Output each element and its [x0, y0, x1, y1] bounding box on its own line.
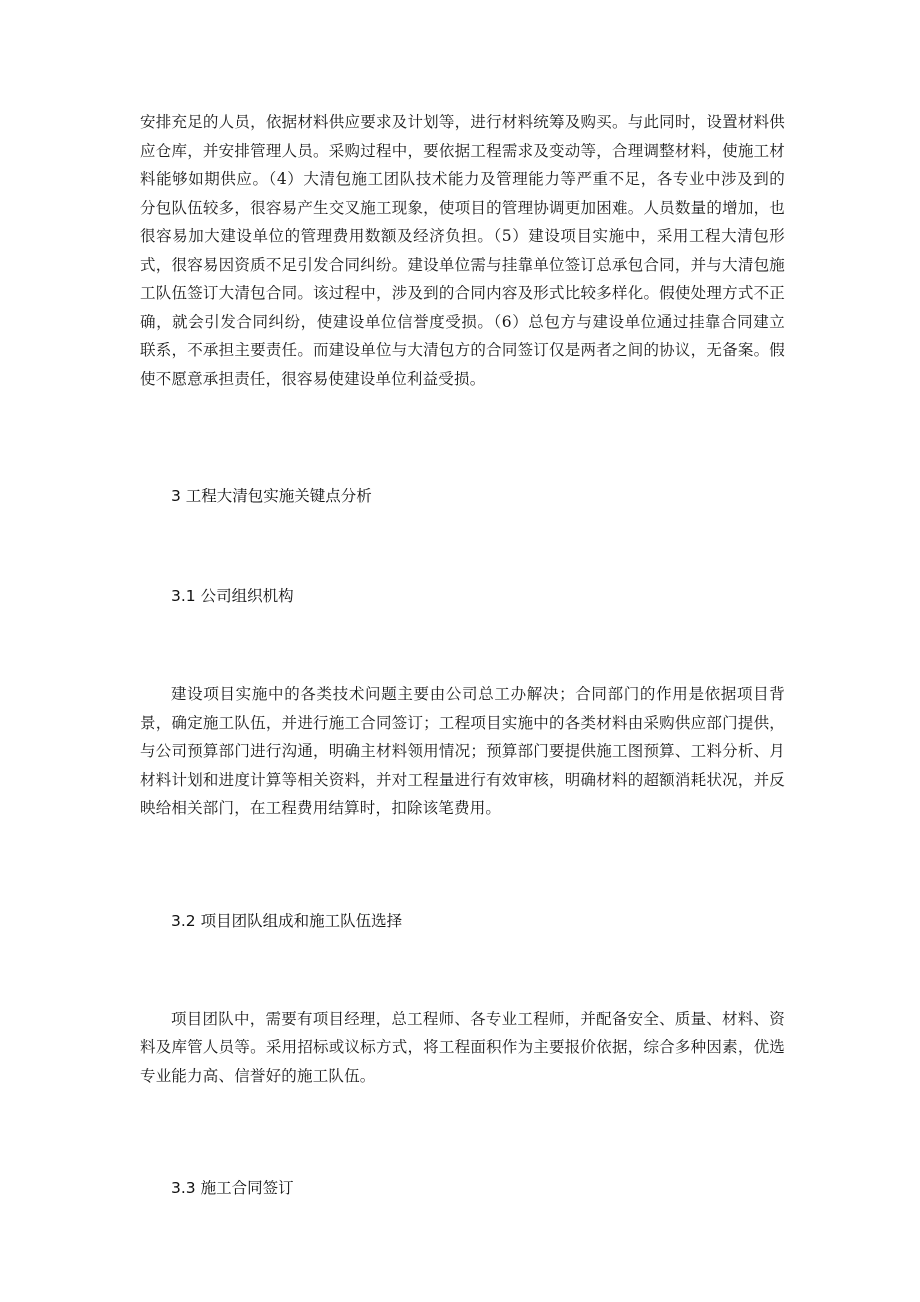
spacer — [140, 508, 785, 584]
paragraph-organization: 建设项目实施中的各类技术问题主要由公司总工办解决；合同部门的作用是依据项目背景，确定施工队伍，并进行施工合同签订；工程项目实施中的各类材料由采购供应部门提供，与公司预算部门进行沟通，明确主材料领用情况；预算部门要提供施工图预算、工料分析、月材料计划和进度计算等相关资料，并对工程量进行有效审核，明确材料的超额消耗状况，并反映给相关部门，在工程费用结算时，扣除该笔费用。 — [140, 685, 785, 817]
paragraph-risks-continued: 安排充足的人员，依据材料供应要求及计划等，进行材料统筹及购买。与此同时，设置材料供应仓库，并安排管理人员。采购过程中，要依据工程需求及变动等，合理调整材料，使施工材料能够如期供应。（4）大清包施工团队技术能力及管理能力等严重不足，各专业中涉及到的分包队伍较多，很容易产生交叉施工现象，使项目的管理协调更加困难。人员数量的增加，也很容易加大建设单位的管理费用数额及经济负担。（5）建设项目实施中，采用工程大清包形式，很容易因资质不足引发合同纠纷。建设单位需与挂靠单位签订总承包合同，并与大清包施工队伍签订大清包合同。该过程中，涉及到的合同内容及形式比较多样化。假使处理方式不正确，就会引发合同纠纷，使建设单位信誉度受损。（6）总包方与建设单位通过挂靠合同建立联系，不承担主要责任。而建设单位与大清包方的合同签订仅是两者之间的协议，无备案。假使不愿意承担责任，很容易使建设单位利益受损。 — [140, 113, 785, 388]
spacer — [140, 608, 785, 680]
subsection-heading-3-3: 3.3 施工合同签订 — [171, 1179, 294, 1197]
section-heading-3: 3 工程大清包实施关键点分析 — [171, 487, 372, 505]
spacer — [140, 823, 785, 909]
document-page — [140, 108, 785, 1200]
paragraph-team: 项目团队中，需要有项目经理，总工程师、各专业工程师，并配备安全、质量、材料、资料及库管人员等。采用招标或议标方式，将工程面积作为主要报价依据，综合多种因素，优选专业能力高、信誉好的施工队伍。 — [140, 1009, 785, 1085]
spacer — [140, 933, 785, 1005]
spacer — [140, 393, 785, 484]
subsection-heading-3-1: 3.1 公司组织机构 — [171, 587, 294, 605]
subsection-heading-3-2: 3.2 项目团队组成和施工队伍选择 — [171, 911, 403, 930]
spacer — [140, 1090, 785, 1176]
